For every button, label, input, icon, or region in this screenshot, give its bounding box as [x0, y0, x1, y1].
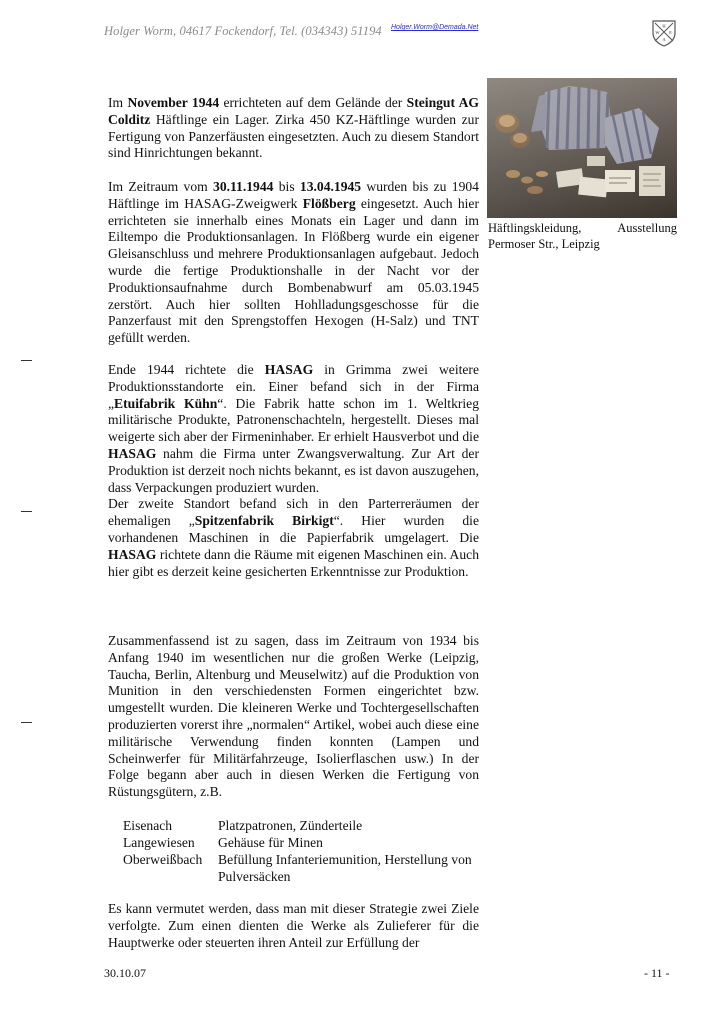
photo-caption: Häftlingskleidung, Ausstellung Permoser Str., Leipzig	[488, 221, 677, 251]
margin-mark	[21, 722, 32, 723]
text-run: Im Zeitraum vom	[108, 179, 214, 194]
text-run: Zusammenfassend ist zu sagen, dass im Zeitraum von 1934 bis Anfang 1940 im wesentlichen nur die großen Werke (Leipzig, Taucha, Berlin, Altenburg und Meuselwitz) auf die Produktion von Munition in den verschiedensten Formen eingerichtet bzw. umgestellt wurden. Die kleineren Werke und Tochtergesellschaften produzierten vorerst ihre „normalen“ Artikel, wobei auch diese eine militärische Verwendung finden konnten (Lampen und Scheinwerfer für Militärfahrzeuge, Isolierflaschen usw.) In der Folge begann aber auch in diesen Werken die Fertigung von Rüstungsgütern, z.B.	[108, 633, 479, 800]
item-location: Langewiesen	[123, 835, 195, 850]
coat-of-arms-logo	[651, 19, 677, 47]
text-run: errichteten auf dem Gelände der	[219, 95, 407, 110]
text-run: bis	[273, 179, 300, 194]
bold-term: HASAG	[264, 362, 314, 377]
bold-term: Flößberg	[302, 195, 356, 211]
text-run: Ende 1944 richtete die	[108, 362, 265, 377]
body-paragraph	[108, 95, 479, 162]
bold-term: 30.11.1944	[213, 179, 274, 194]
bold-term: HASAG	[108, 445, 157, 461]
body-paragraph	[108, 362, 479, 580]
item-location: Oberweißbach	[123, 852, 203, 867]
production-list	[123, 817, 478, 885]
text-run: in Grimma zwei weitere Produktionsstandorte ein. Einer befand sich in der Firma „	[108, 362, 479, 411]
logo-letter-left: W	[655, 30, 660, 35]
text-run: Es kann vermutet werden, dass man mit dieser Strategie zwei Ziele verfolgte. Zum einen dienten die Werke als Zulieferer für die Hauptwerke oder steuerten ihren Anteil zur Erfüllung der	[108, 901, 479, 950]
text-run: nahm die Firma unter Zwangsverwaltung. Zur Art der Produktion ist derzeit noch nichts bekannt, es ist davon auszugehen, dass Verpackungen produziert wurden.	[108, 445, 479, 495]
page-number: - 11 -	[644, 966, 670, 980]
text-run: Häftlinge ein Lager. Zirka 450 KZ-Häftlinge wurden zur Fertigung von Panzerfäusten eingesetzten. Auch zu diesem Standort sind Hinrichtungen bekannt.	[108, 111, 479, 161]
text-run: Im	[108, 95, 128, 110]
list-item	[123, 817, 478, 834]
footer-date: 30.10.07	[104, 966, 146, 980]
text-run: “. Die Fabrik hatte schon im 1. Weltkrieg militärische Produkte, Patronenschachteln, hergestellt. Dieses mal weigerte sich aber der Firmeninhaber. Er erhielt Hausverbot und die	[108, 395, 480, 445]
bold-term: Spitzenfabrik Birkigt	[194, 513, 334, 529]
item-product: Platzpatronen, Zünderteile	[218, 818, 363, 833]
item-product: Gehäuse für Minen	[218, 835, 323, 850]
header-email-link[interactable]: Holger.Worm@Demada.Net	[391, 24, 479, 31]
header-contact: Holger Worm, 04617 Fockendorf, Tel. (034343) 51194	[104, 24, 382, 38]
text-run: eingesetzt. Auch hier errichteten sie innerhalb eines Monats ein Lager und dann im Eiltempo die Produktionsanlagen. In Flößberg wurde ein eigener Gleisanschluss und mehrere Produktionsanlagen aufgebaut. Jedoch wurde die fertige Produktionshalle in der Nacht vor der Produktionsaufnahme durch Bombenabwurf am 05.03.1945 zerstört. Auch hier sollten Hohlladungsgeschosse für die Panzerfaust mit den Sprengstoffen Hexogen (H-Salz) und TNT gefüllt werden.	[108, 195, 479, 346]
text-run: richtete dann die Räume mit eigenen Maschinen ein. Auch hier gibt es derzeit keine gesicherten Erkenntnisse zur Produktion.	[108, 546, 479, 579]
body-paragraph	[108, 633, 479, 801]
logo-letter-bottom: A	[662, 37, 666, 42]
margin-mark	[21, 360, 32, 361]
bold-term: Etuifabrik Kühn	[114, 395, 218, 411]
bold-term: 13.04.1945	[299, 179, 362, 194]
bold-term: November 1944	[127, 95, 220, 110]
item-location: Eisenach	[123, 818, 173, 833]
item-product: Befüllung Infanteriemunition, Herstellung von Pulversäcken	[218, 852, 472, 884]
bold-term: Steingut AG Colditz	[108, 95, 479, 127]
list-item	[123, 834, 478, 851]
logo-letter-right: E	[669, 30, 672, 35]
list-item	[123, 851, 478, 885]
text-run: wurden bis zu 1904 Häftlinge im HASAG-Zweigwerk	[108, 179, 479, 211]
exhibit-photo	[487, 78, 677, 218]
bold-term: HASAG	[108, 546, 157, 562]
body-paragraph	[108, 901, 479, 951]
body-paragraph	[108, 179, 479, 347]
logo-letter-top: H	[662, 23, 666, 29]
text-run: “. Hier wurden die vorhandenen Maschinen in die Papierfabrik umgelagert. Die	[108, 513, 479, 545]
text-run: Der zweite Standort befand sich in den Parterreräumen der ehemaligen „	[108, 496, 479, 529]
margin-mark	[21, 511, 32, 512]
